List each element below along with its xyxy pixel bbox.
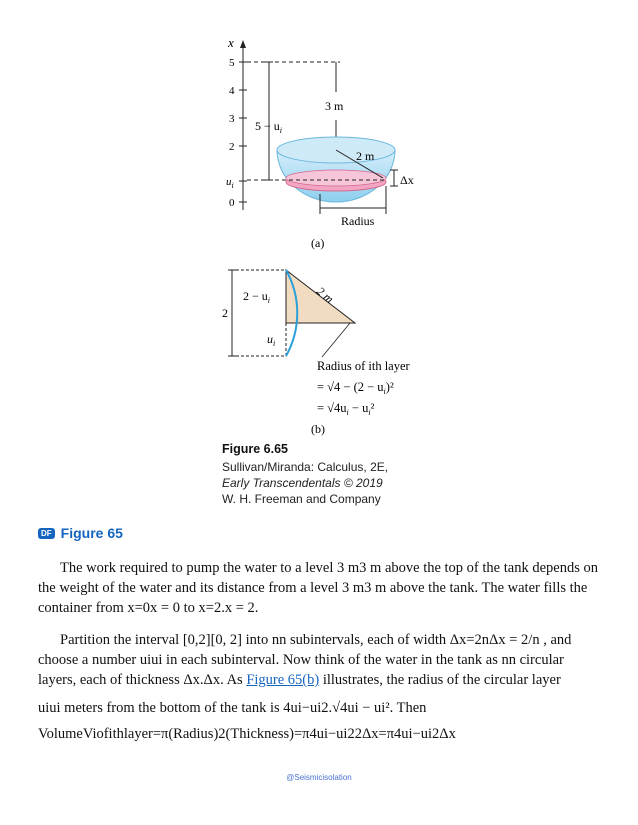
water-layer-top (286, 170, 386, 186)
label-2: 2 (222, 306, 228, 320)
figure-a (226, 35, 414, 250)
radius-title: Radius of ith layer (317, 359, 410, 373)
tick-label-5: 5 (229, 57, 235, 69)
label-5-minus-ui: $5 - u_i$ (255, 119, 283, 135)
radius-eq1: = $√4 - (2 - u_i)^2$ (317, 380, 394, 396)
paragraph-2-text: Partition the interval [0,2][0, 2] into nn subintervals, each of width Δx=2nΔx = 2/n , and choose a number uiui in each subinterval. Now think of the water in the tank as nn circular layers, each of thickness Δx.Δx. As (38, 632, 572, 688)
label-2m-b: 2 m (313, 283, 337, 307)
figure-caption-line-1: Sullivan/Miranda: Calculus, 2E, (222, 460, 389, 474)
label-ui-b: $u_i$ (267, 332, 276, 348)
paragraph-1: The work required to pump the water to a level 3 m3 m above the top of the tank depends on the weight of the water and its distance from a level 3 m3 m above the tank. The water fills the container from x=0x = 0 to x=2.x = 2. (38, 560, 598, 616)
label-2m: 2 m (356, 149, 375, 163)
tick-label-0: 0 (229, 197, 235, 209)
paragraph-2-text-end: illustrates, the radius of the circular layer (319, 672, 561, 688)
tick-label-2: 2 (229, 141, 235, 153)
tick-label-u: $u_i$ (226, 176, 234, 190)
figure-caption-line-2: Early Transcendentals © 2019 (222, 476, 383, 490)
paragraph-3: uiui meters from the bottom of the tank is 4ui−ui2.√4ui − ui². Then (38, 700, 427, 716)
panel-a-label: (a) (311, 236, 325, 250)
figure-caption-title: Figure 6.65 (222, 442, 288, 456)
radius-leader (322, 323, 350, 357)
tick-label-3: 3 (229, 113, 235, 125)
figure-caption-line-3: W. H. Freeman and Company (222, 492, 381, 506)
label-radius: Radius (341, 214, 375, 228)
paragraph-2 (38, 630, 598, 690)
paragraph-4: VolumeViofithlayer=π(Radius)2(Thickness)=π4ui−ui22Δx=π4ui−ui2Δx (38, 726, 456, 742)
label-3m: 3 m (325, 99, 344, 113)
figure-b (222, 270, 411, 436)
footer-watermark: @Seismicisolation (286, 773, 352, 782)
label-dx: Δx (400, 173, 414, 187)
radius-eq2: = $√4u_i - u_i^2$ (317, 401, 375, 417)
figure-heading-title: Figure 65 (60, 525, 123, 541)
figure-heading (38, 525, 123, 541)
tick-label-4: 4 (229, 85, 235, 97)
figure-65b-link[interactable]: Figure 65(b) (246, 672, 320, 688)
x-axis-label: x (228, 35, 234, 50)
label-2-minus-ui: $2 - u_i$ (243, 289, 271, 305)
panel-b-label: (b) (311, 422, 325, 436)
x-axis-arrow (240, 40, 246, 48)
df-badge-icon: DF (38, 528, 55, 539)
